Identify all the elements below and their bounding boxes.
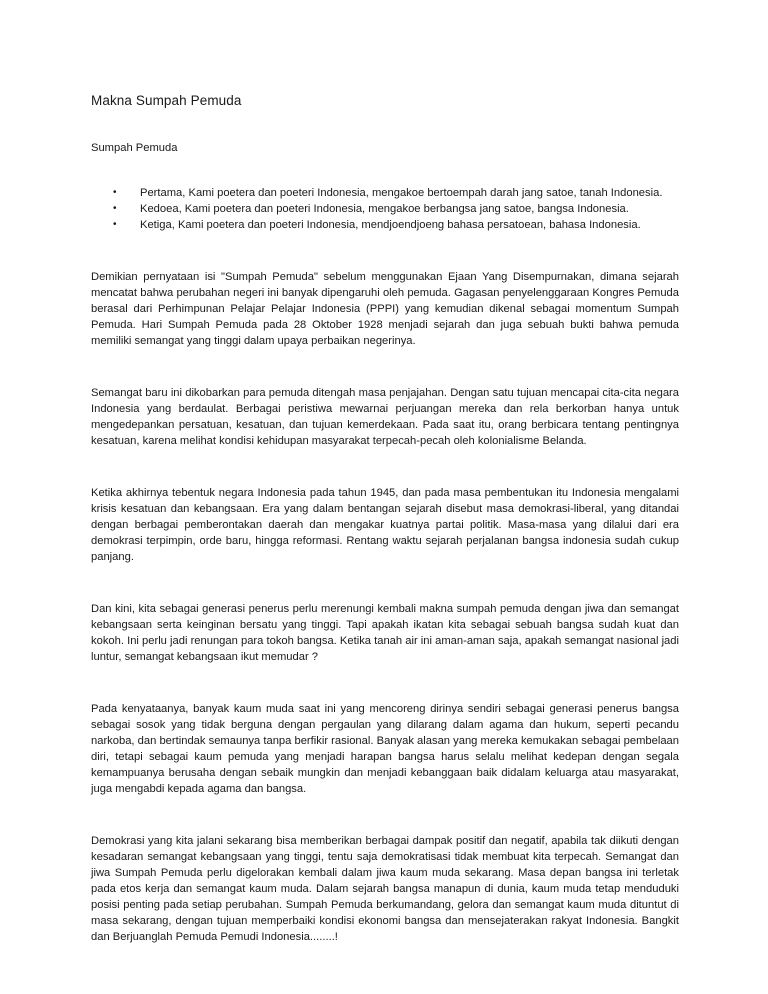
paragraph-3: Ketika akhirnya tebentuk negara Indonesia pada tahun 1945, dan pada masa pembentukan itu Indonesia mengalami krisis kesatuan dan kebangsaan. Era yang dalam bentangan sejarah disebut masa demokrasi-liberal, yang ditandai dengan berbagai pemberontakan daerah dan mengakar kuatnya partai politik. Masa-masa yang dilalui dari era demokrasi terpimpin, orde baru, hingga reformasi. Rentang waktu sejarah perjalanan bangsa indonesia sudah cukup panjang.: [91, 487, 679, 563]
list-item: [91, 185, 679, 201]
bullet-icon: •: [113, 219, 117, 230]
list-item-text: Kedoea, Kami poetera dan poeteri Indonesia, mengakoe berbangsa jang satoe, bangsa Indonesia.: [140, 203, 629, 215]
list-item-text: Ketiga, Kami poetera dan poeteri Indonesia, mendjoendjoeng bahasa persatoean, bahasa Indonesia.: [140, 219, 641, 231]
paragraph-5: Pada kenyataanya, banyak kaum muda saat ini yang mencoreng dirinya sendiri sebagai generasi penerus bangsa sebagai sosok yang tidak berguna dengan pergaulan yang dilarang dalam agama dan hukum, seperti pecandu narkoba, dan bertindak semaunya tanpa berfikir rasional. Banyak alasan yang mereka kemukakan sebagai pembelaan diri, tetapi sebagai kaum pemuda yang menjadi harapan bangsa harus selalu melihat kedepan dengan segala kemampuanya berusaha dengan sebaik mungkin dan menjadi kebanggaan baik didalam keluarga atau masyarakat, juga mengabdi kepada agama dan bangsa.: [91, 703, 679, 795]
oath-list: [91, 185, 679, 233]
list-item-text: Pertama, Kami poetera dan poeteri Indonesia, mengakoe bertoempah darah jang satoe, tanah Indonesia.: [140, 187, 663, 199]
paragraph-1: Demikian pernyataan isi "Sumpah Pemuda" sebelum menggunakan Ejaan Yang Disempurnakan, dimana sejarah mencatat bahwa perubahan negeri ini banyak dipengaruhi oleh pemuda. Gagasan penyelenggaraan Kongres Pemuda berasal dari Perhimpunan Pelajar Pelajar Indonesia (PPPI) yang kemudian dikenal sebagai momentum Sumpah Pemuda. Hari Sumpah Pemuda pada 28 Oktober 1928 menjadi sejarah dan juga sebuah bukti bahwa pemuda memiliki semangat yang tinggi dalam upaya perbaikan negerinya.: [91, 271, 679, 347]
list-item: [91, 201, 679, 217]
page-title: Makna Sumpah Pemuda: [91, 93, 242, 108]
bullet-icon: •: [113, 203, 117, 214]
list-item: [91, 217, 679, 233]
paragraph-6: Demokrasi yang kita jalani sekarang bisa memberikan berbagai dampak positif dan negatif, apabila tak diikuti dengan kesadaran semangat kebangsaan yang tinggi, tentu saja demokratisasi tidak membuat kita terpecah. Semangat dan jiwa Sumpah Pemuda perlu digelorakan kembali dalam jiwa kaum muda sekarang. Masa depan bangsa ini terletak pada etos kerja dan semangat kaum muda. Dalam sejarah bangsa manapun di dunia, kaum muda tetap menduduki posisi penting pada setiap perubahan. Sumpah Pemuda berkumandang, gelora dan semangat kaum muda dituntut di masa sekarang, dengan tujuan memperbaiki kondisi ekonomi bangsa dan mensejaterakan rakyat Indonesia. Bangkit dan Berjuanglah Pemuda Pemudi Indonesia........!: [91, 835, 679, 943]
paragraph-2: Semangat baru ini dikobarkan para pemuda ditengah masa penjajahan. Dengan satu tujuan mencapai cita-cita negara Indonesia yang berdaulat. Berbagai peristiwa mewarnai perjuangan mereka dan rela berkorban hanya untuk mengedepankan persatuan, kesatuan, dan tujuan kemerdekaan. Pada saat itu, orang berbicara tentang pentingnya kesatuan, karena melihat kondisi kehidupan masyarakat terpecah-pecah oleh kolonialisme Belanda.: [91, 387, 679, 447]
paragraph-4: Dan kini, kita sebagai generasi penerus perlu merenungi kembali makna sumpah pemuda dengan jiwa dan semangat kebangsaan serta keinginan bersatu yang tinggi. Tapi apakah ikatan kita sebagai sebuah bangsa sudah kuat dan kokoh. Ini perlu jadi renungan para tokoh bangsa. Ketika tanah air ini aman-aman saja, apakah semangat nasional jadi luntur, semangat kebangsaan ikut memudar ?: [91, 603, 679, 663]
bullet-icon: •: [113, 187, 117, 198]
section-subtitle: Sumpah Pemuda: [91, 142, 178, 154]
